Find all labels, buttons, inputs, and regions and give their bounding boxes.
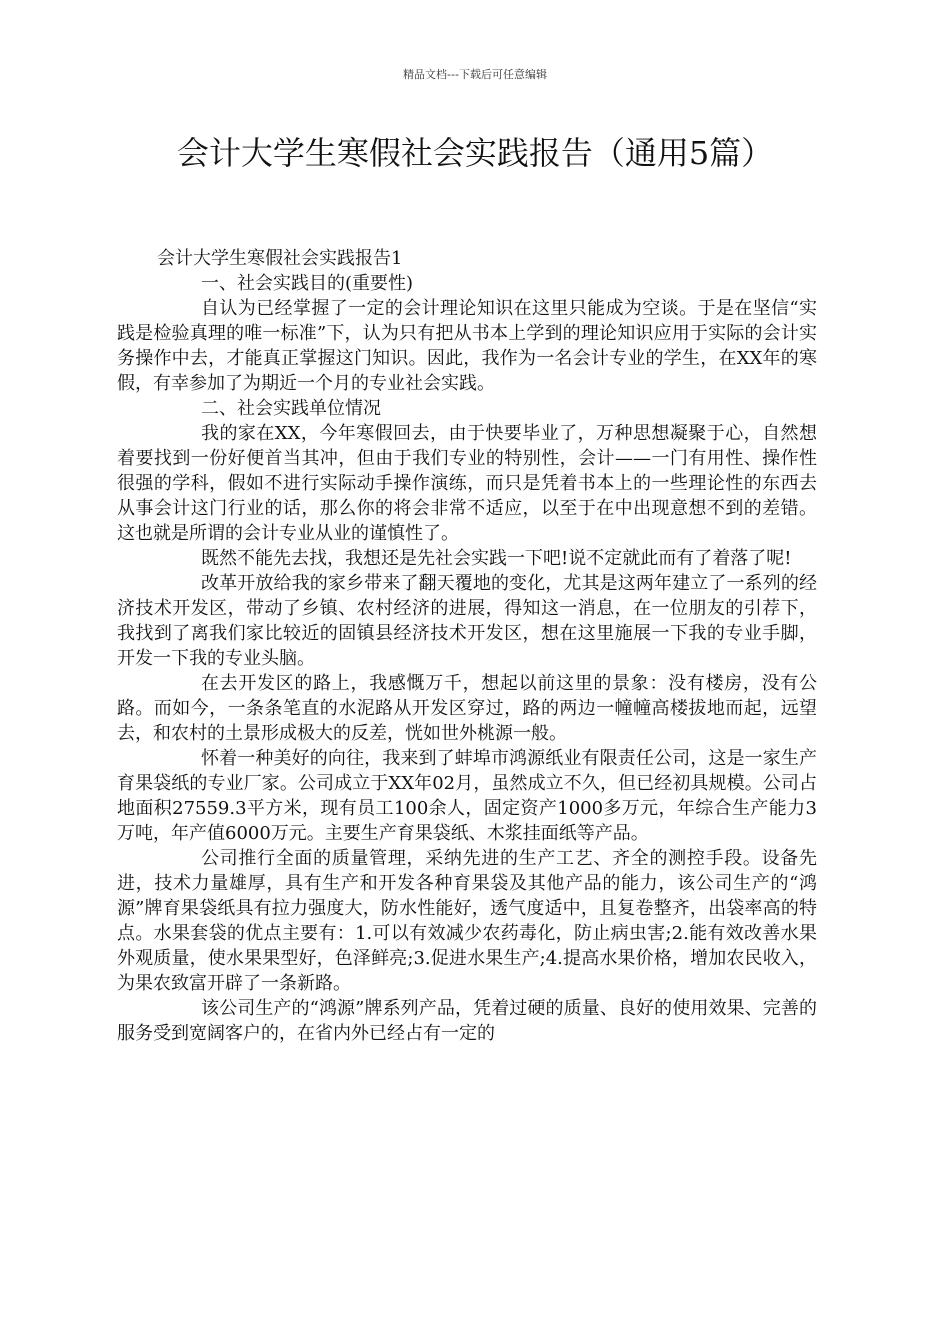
- paragraph: 在去开发区的路上，我感慨万千，想起以前这里的景象：没有楼房，没有公路。而如今，一条条笔直的水泥路从开发区穿过，路的两边一幢幢高楼拔地而起，远望去，和农村的土景形成极大的反差，恍如世外桃源一般。: [117, 673, 817, 744]
- paragraph: 怀着一种美好的向往，我来到了蚌埠市鸿源纸业有限责任公司，这是一家生产育果袋纸的专业厂家。公司成立于XX年02月，虽然成立不久，但已经初具规模。公司占地面积27559.3平方米，现有员工100余人，固定资产1000多万元，年综合生产能力3万吨，年产值6000万元。主要生产育果袋纸、木浆挂面纸等产品。: [117, 748, 817, 844]
- paragraph: 该公司生产的“鸿源”牌系列产品，凭着过硬的质量、良好的使用效果、完善的服务受到宽阔客户的，在省内外已经占有一定的: [117, 998, 817, 1044]
- document-body: [117, 246, 817, 1046]
- paragraph: 既然不能先去找，我想还是先社会实践一下吧!说不定就此而有了着落了呢!: [201, 548, 792, 569]
- paragraph: 我的家在XX，今年寒假回去，由于快要毕业了，万种思想凝聚于心，自然想着要找到一份好便首当其冲，但由于我们专业的特别性，会计——一门有用性、操作性很强的学科，假如不进行实际动手操作演练，而只是凭着书本上的一些理论性的东西去从事会计这门行业的话，那么你的将会非常不适应，以至于在中出现意想不到的差错。这也就是所谓的会计专业从业的谨慎性了。: [117, 423, 817, 544]
- paragraph: 公司推行全面的质量管理，采纳先进的生产工艺、齐全的测控手段。设备先进，技术力量雄厚，具有生产和开发各种育果袋及其他产品的能力，该公司生产的“鸿源”牌育果袋纸具有拉力强度大，防水性能好，透气度适中，且复卷整齐，出袋率高的特点。水果套袋的优点主要有：1.可以有效减少农药毒化，防止病虫害;2.能有效改善水果外观质量，使水果果型好，色泽鲜亮;3.促进水果生产;4.提高水果价格，增加农民收入，为果农致富开辟了一条新路。: [117, 848, 817, 994]
- section-heading-purpose: 一、社会实践目的(重要性): [201, 273, 414, 294]
- report-heading: 会计大学生寒假社会实践报告1: [157, 248, 403, 269]
- paragraph: 自认为已经掌握了一定的会计理论知识在这里只能成为空谈。于是在坚信“实践是检验真理的唯一标准”下，认为只有把从书本上学到的理论知识应用于实际的会计实务操作中去，才能真正掌握这门知识。因此，我作为一名会计专业的学生，在XX年的寒假，有幸参加了为期近一个月的专业社会实践。: [117, 298, 817, 394]
- section-heading-unit: 二、社会实践单位情况: [201, 398, 381, 419]
- page-header-note: 精品文档---下载后可任意编辑: [403, 68, 547, 81]
- document-title: 会计大学生寒假社会实践报告（通用5篇）: [176, 134, 774, 172]
- paragraph: 改革开放给我的家乡带来了翻天覆地的变化，尤其是这两年建立了一系列的经济技术开发区，带动了乡镇、农村经济的进展，得知这一消息，在一位朋友的引荐下，我找到了离我们家比较近的固镇县经济技术开发区，想在这里施展一下我的专业手脚，开发一下我的专业头脑。: [117, 573, 817, 669]
